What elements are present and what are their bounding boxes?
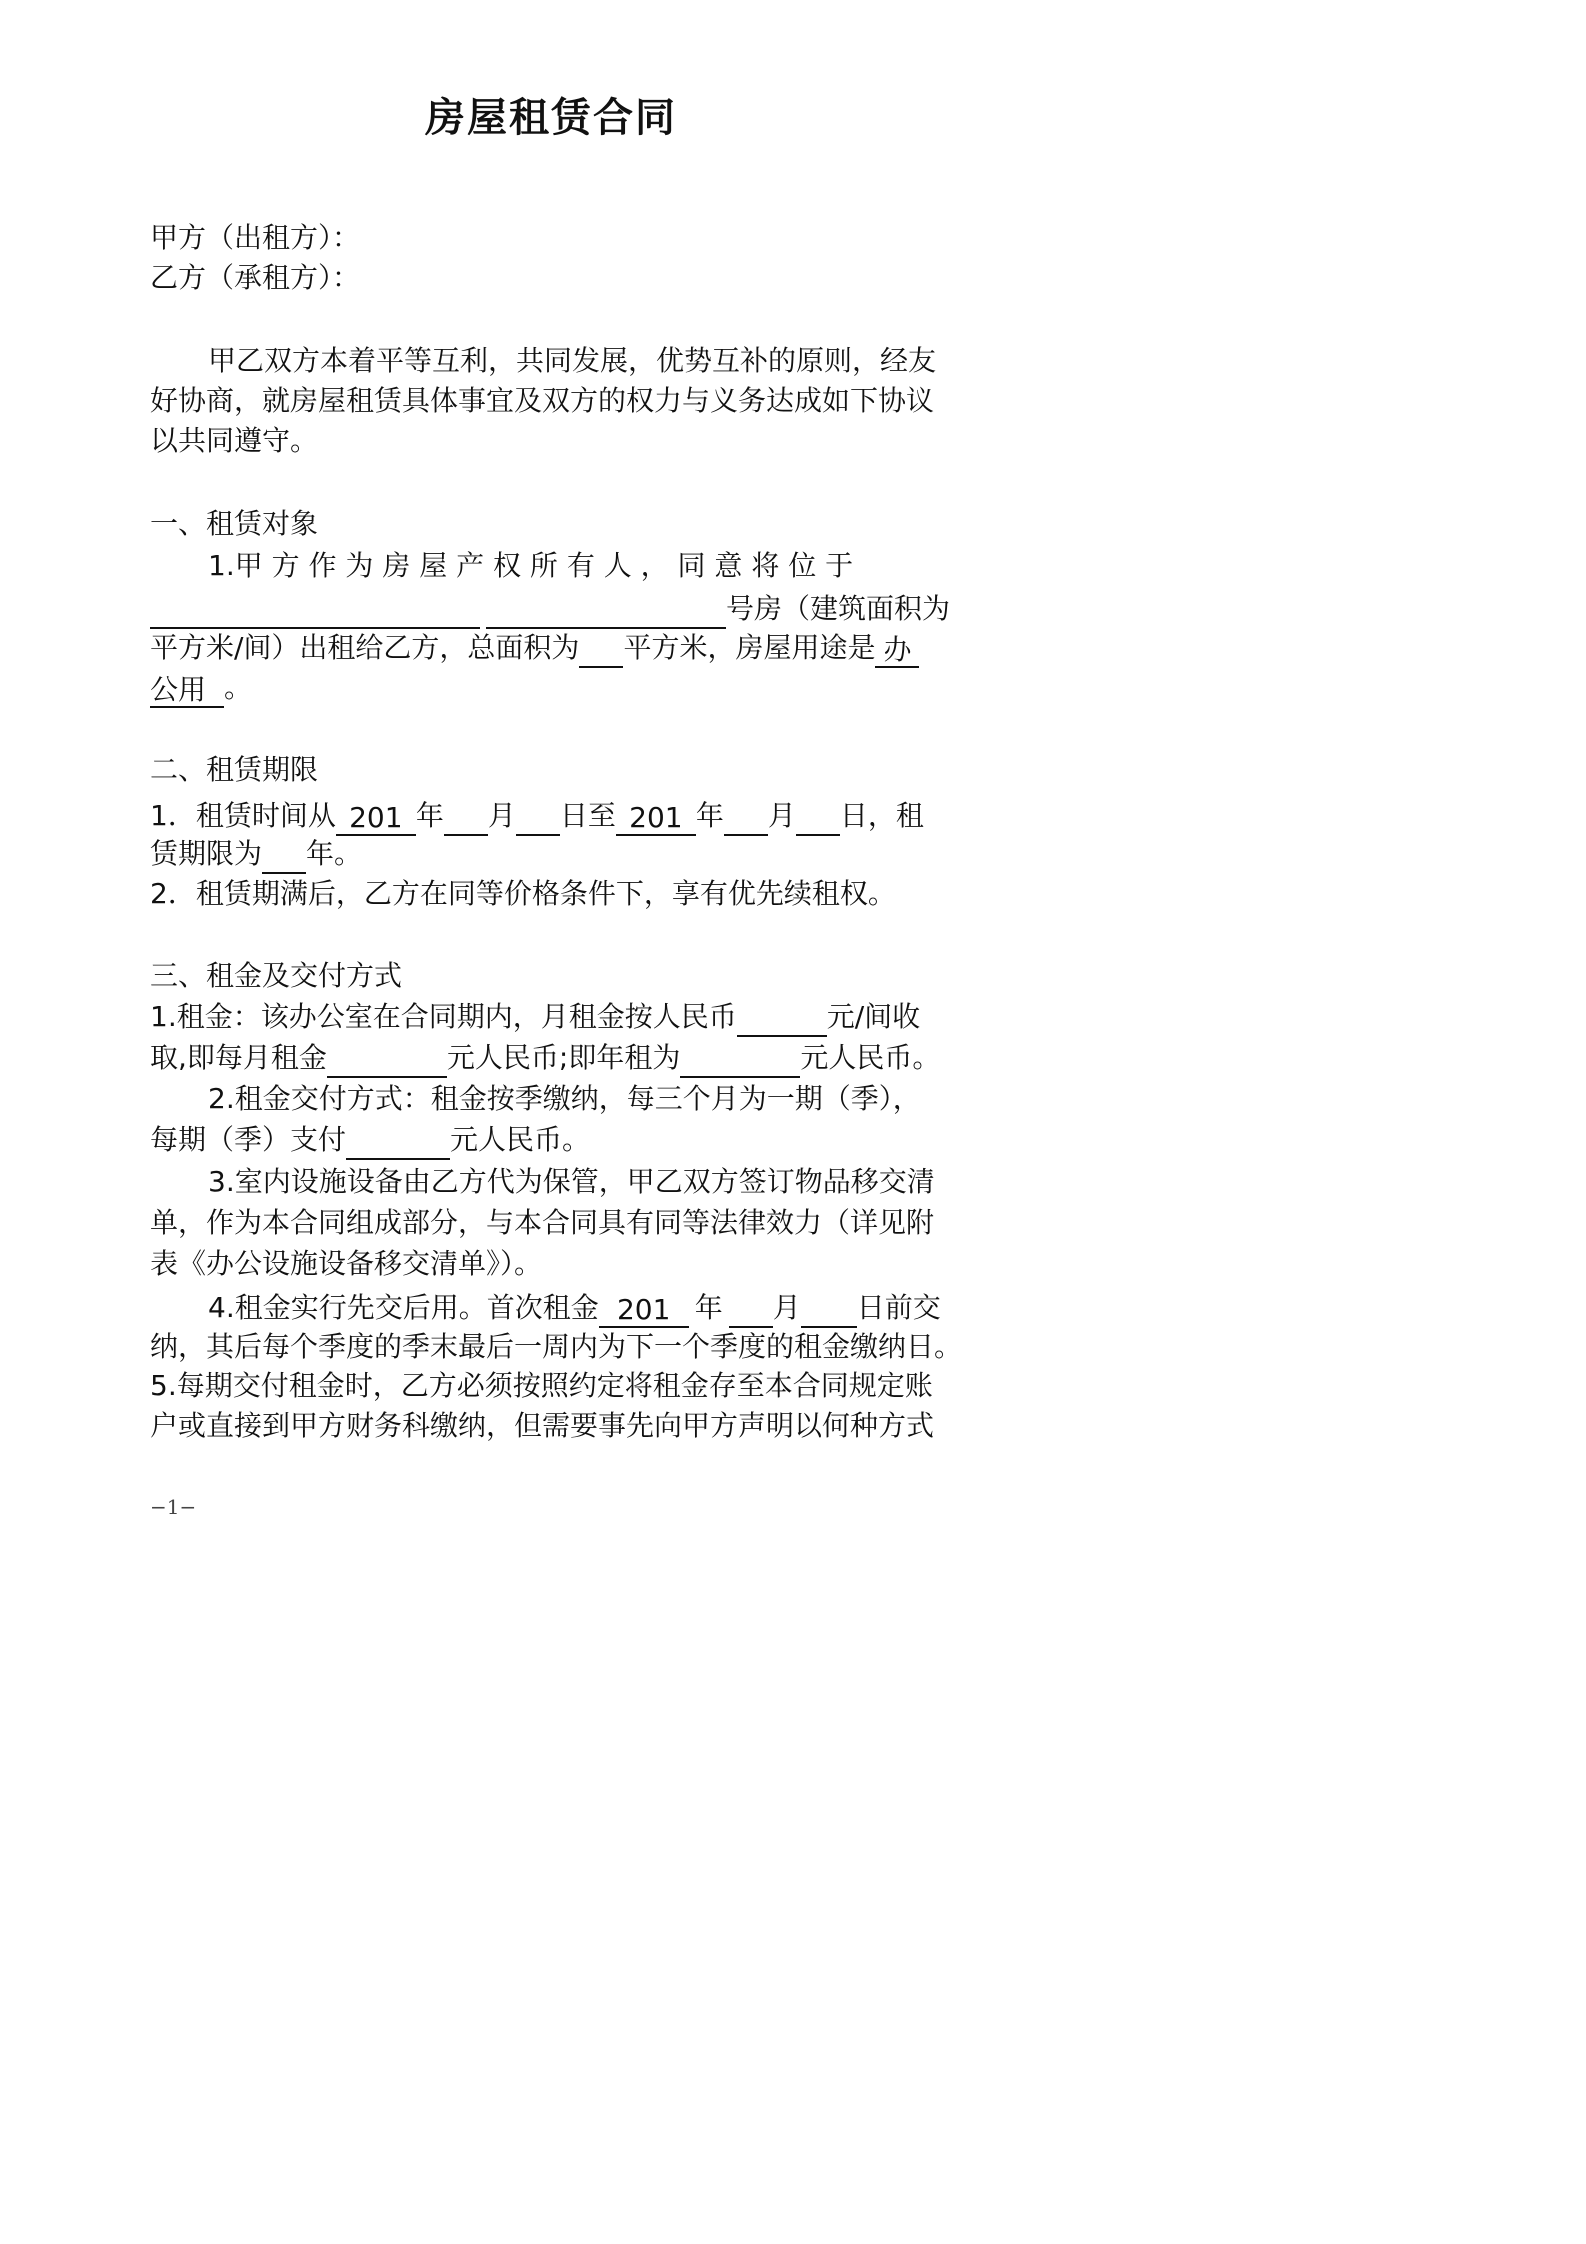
lease-term-years-field[interactable]: [262, 838, 306, 874]
first-rent-year-field[interactable]: 201: [599, 1292, 689, 1328]
section-1-heading: 一、租赁对象: [150, 507, 319, 540]
s3-para-3-line-2: 单，作为本合同组成部分，与本合同具有同等法律效力（详见附: [150, 1206, 935, 1239]
address-blank-1[interactable]: [150, 593, 480, 629]
s3-para-4-line-2: 纳，其后每个季度的季末最后一周内为下一个季度的租金缴纳日。: [150, 1330, 963, 1363]
s1-para-1-line-4: [150, 668, 252, 708]
day-to-label: 日至: [559, 799, 616, 832]
first-rent-year-label: 年: [694, 1291, 723, 1324]
lease-term-unit: 年。: [306, 837, 363, 870]
first-rent-due-text: 日前交: [856, 1291, 941, 1324]
annual-rent-unit: 元人民币。: [800, 1041, 941, 1074]
rent-unit-text: 元/间收: [826, 1000, 921, 1033]
annual-rent-field[interactable]: [680, 1042, 800, 1078]
s1-usage-text: 平方米，房屋用途是: [623, 631, 876, 664]
end-day-field[interactable]: [796, 800, 840, 836]
address-blank-2[interactable]: [486, 593, 726, 629]
section-3-heading: 三、租金及交付方式: [150, 959, 403, 992]
s1-para-1-line-3: [150, 628, 919, 668]
lease-term-text: 赁期限为: [150, 837, 263, 870]
first-rent-month-label: 月: [772, 1291, 801, 1324]
end-year-field[interactable]: 201: [616, 800, 696, 836]
year-label: 年: [415, 799, 444, 832]
party-b-label: 乙方（承租方）：: [150, 261, 361, 294]
quarterly-amount-field[interactable]: [346, 1124, 450, 1160]
s1-area-text: 平方米/间）出租给乙方，总面积为: [150, 631, 580, 664]
s3-para-4-line-1: [208, 1288, 941, 1328]
s1-para-1-line-2: [150, 589, 950, 629]
s3-para-5-line-2: 户或直接到甲方财务科缴纳，但需要事先向甲方声明以何种方式: [150, 1409, 935, 1442]
start-month-field[interactable]: [444, 800, 488, 836]
s1-para-1-line-1: 1.甲 方 作 为 房 屋 产 权 所 有 人 ， 同 意 将 位 于: [208, 549, 854, 582]
start-day-field[interactable]: [516, 800, 560, 836]
total-area-blank[interactable]: [579, 632, 623, 668]
intro-line-1: 甲乙双方本着平等互利，共同发展，优势互补的原则，经友: [208, 344, 937, 377]
lease-from-text: 1．租赁时间从: [150, 799, 336, 832]
s2-line-1: [150, 796, 924, 836]
s1-room-text: 号房（建筑面积为: [726, 592, 951, 625]
quarterly-unit: 元人民币。: [450, 1123, 591, 1156]
s3-para-2-line-2: [150, 1120, 590, 1160]
document-title: 房屋租赁合同: [425, 95, 677, 141]
s3-para-1-line-2: [150, 1038, 940, 1078]
usage-value-2[interactable]: 公用: [150, 672, 224, 708]
rent-text: 1.租金：该办公室在合同期内，月租金按人民币: [150, 1000, 737, 1033]
month-label-2: 月: [767, 799, 796, 832]
annual-rent-text: 元人民币;即年租为: [446, 1041, 681, 1074]
year-label-2: 年: [695, 799, 724, 832]
s3-para-1-line-1: [150, 997, 920, 1037]
month-label: 月: [487, 799, 516, 832]
monthly-rent-field[interactable]: [327, 1042, 447, 1078]
intro-line-3: 以共同遵守。: [150, 424, 319, 457]
s3-para-3-line-3: 表《办公设施设备移交清单》）。: [150, 1247, 543, 1280]
section-2-heading: 二、租赁期限: [150, 753, 319, 786]
s3-para-3-line-1: 3.室内设施设备由乙方代为保管，甲乙双方签订物品移交清: [208, 1165, 935, 1198]
page-number: −1−: [150, 1495, 197, 1519]
monthly-rent-text: 取,即每月租金: [150, 1041, 327, 1074]
quarterly-pay-text: 每期（季）支付: [150, 1123, 347, 1156]
party-a-label: 甲方（出租方）：: [150, 221, 361, 254]
first-rent-month-field[interactable]: [729, 1292, 773, 1328]
start-year-field[interactable]: 201: [336, 800, 416, 836]
end-month-field[interactable]: [724, 800, 768, 836]
first-rent-text: 4.租金实行先交后用。首次租金: [208, 1291, 599, 1324]
s3-para-2-line-1: 2.租金交付方式：租金按季缴纳，每三个月为一期（季），: [208, 1082, 921, 1115]
usage-value-1[interactable]: 办: [875, 632, 919, 668]
first-rent-day-field[interactable]: [801, 1292, 857, 1328]
s2-line-2: [150, 834, 362, 874]
s2-line-3: 2．租赁期满后，乙方在同等价格条件下，享有优先续租权。: [150, 877, 896, 910]
lease-end-text: 日，租: [839, 799, 924, 832]
s3-para-5-line-1: 5.每期交付租金时，乙方必须按照约定将租金存至本合同规定账: [150, 1369, 933, 1402]
intro-line-2: 好协商，就房屋租赁具体事宜及双方的权力与义务达成如下协议: [150, 384, 935, 417]
s1-period: 。: [224, 671, 253, 704]
rent-per-room-field[interactable]: [737, 1001, 827, 1037]
